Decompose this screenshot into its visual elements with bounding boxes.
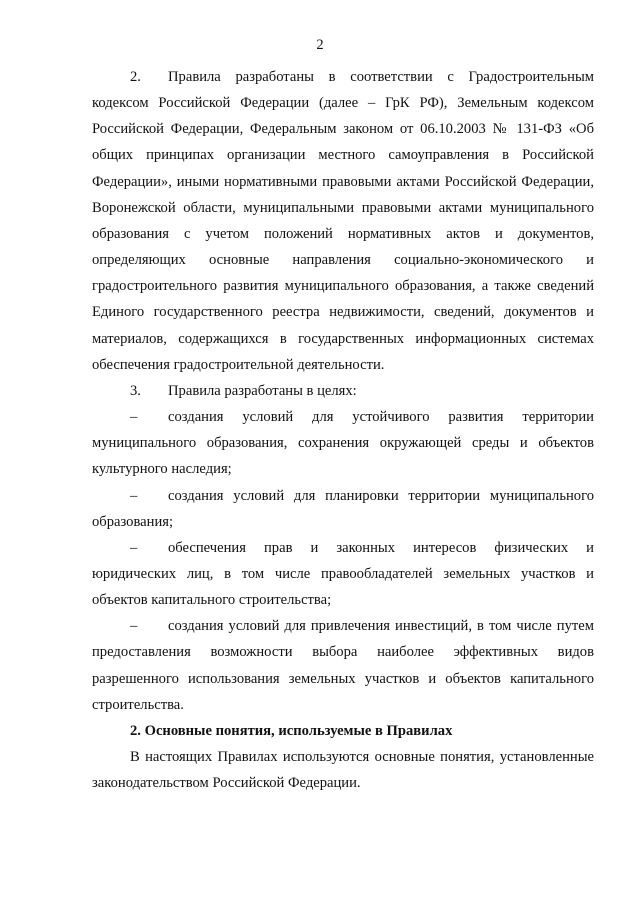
list-dash: –	[130, 487, 138, 504]
list-item	[92, 483, 594, 535]
list-item	[92, 613, 594, 718]
clause-text: Правила разработаны в целях:	[168, 382, 357, 399]
clause-2	[92, 64, 594, 378]
list-item-text: создания условий для устойчивого развития территории муниципального образования, сохранения окружающей среды и объектов культурного наследия;	[92, 409, 594, 478]
list-dash: –	[130, 539, 138, 556]
list-item-text: обеспечения прав и законных интересов физических и юридических лиц, в том числе правообладателей земельных участков и объектов капитального строительства;	[92, 539, 594, 609]
list-dash: –	[130, 409, 138, 426]
page-number: 2	[316, 37, 324, 53]
final-paragraph: В настоящих Правилах используются основные понятия, установленные законодательством Российской Федерации.	[92, 749, 594, 792]
clause-marker: 3.	[130, 382, 141, 399]
list-item-text: создания условий для планировки территории муниципального образования;	[92, 487, 594, 530]
list-item-text: создания условий для привлечения инвестиций, в том числе путем предоставления возможности выбора наиболее эффективных видов разрешенного использования земельных участков и объектов капитального строительства.	[92, 618, 594, 713]
document-body	[92, 64, 594, 796]
list-item	[92, 535, 594, 613]
clause-3	[92, 378, 594, 404]
clause-marker: 2.	[130, 69, 141, 85]
section-heading: 2. Основные понятия, используемые в Правилах	[130, 722, 453, 739]
clause-text: Правила разработаны в соответствии с Градостроительным кодексом Российской Федерации (далее – ГрК РФ), Земельным кодексом Российской Федерации, Федеральным законом от 06.10.2003 № 131-ФЗ «Об общих принципах организации местного самоуправления в Российской Федерации», иными нормативными правовыми актами Российской Федерации, Воронежской области, муниципальными правовыми актами муниципального образования с учетом положений нормативных актов и документов, определяющих основные направления социально-экономического и градостроительного развития муниципального образования, а также сведений Единого государственного реестра недвижимости, сведений, документов и материалов, содержащихся в государственных информационных системах обеспечения градостроительной деятельности.	[92, 69, 594, 373]
list-dash: –	[130, 618, 138, 635]
list-item	[92, 404, 594, 482]
